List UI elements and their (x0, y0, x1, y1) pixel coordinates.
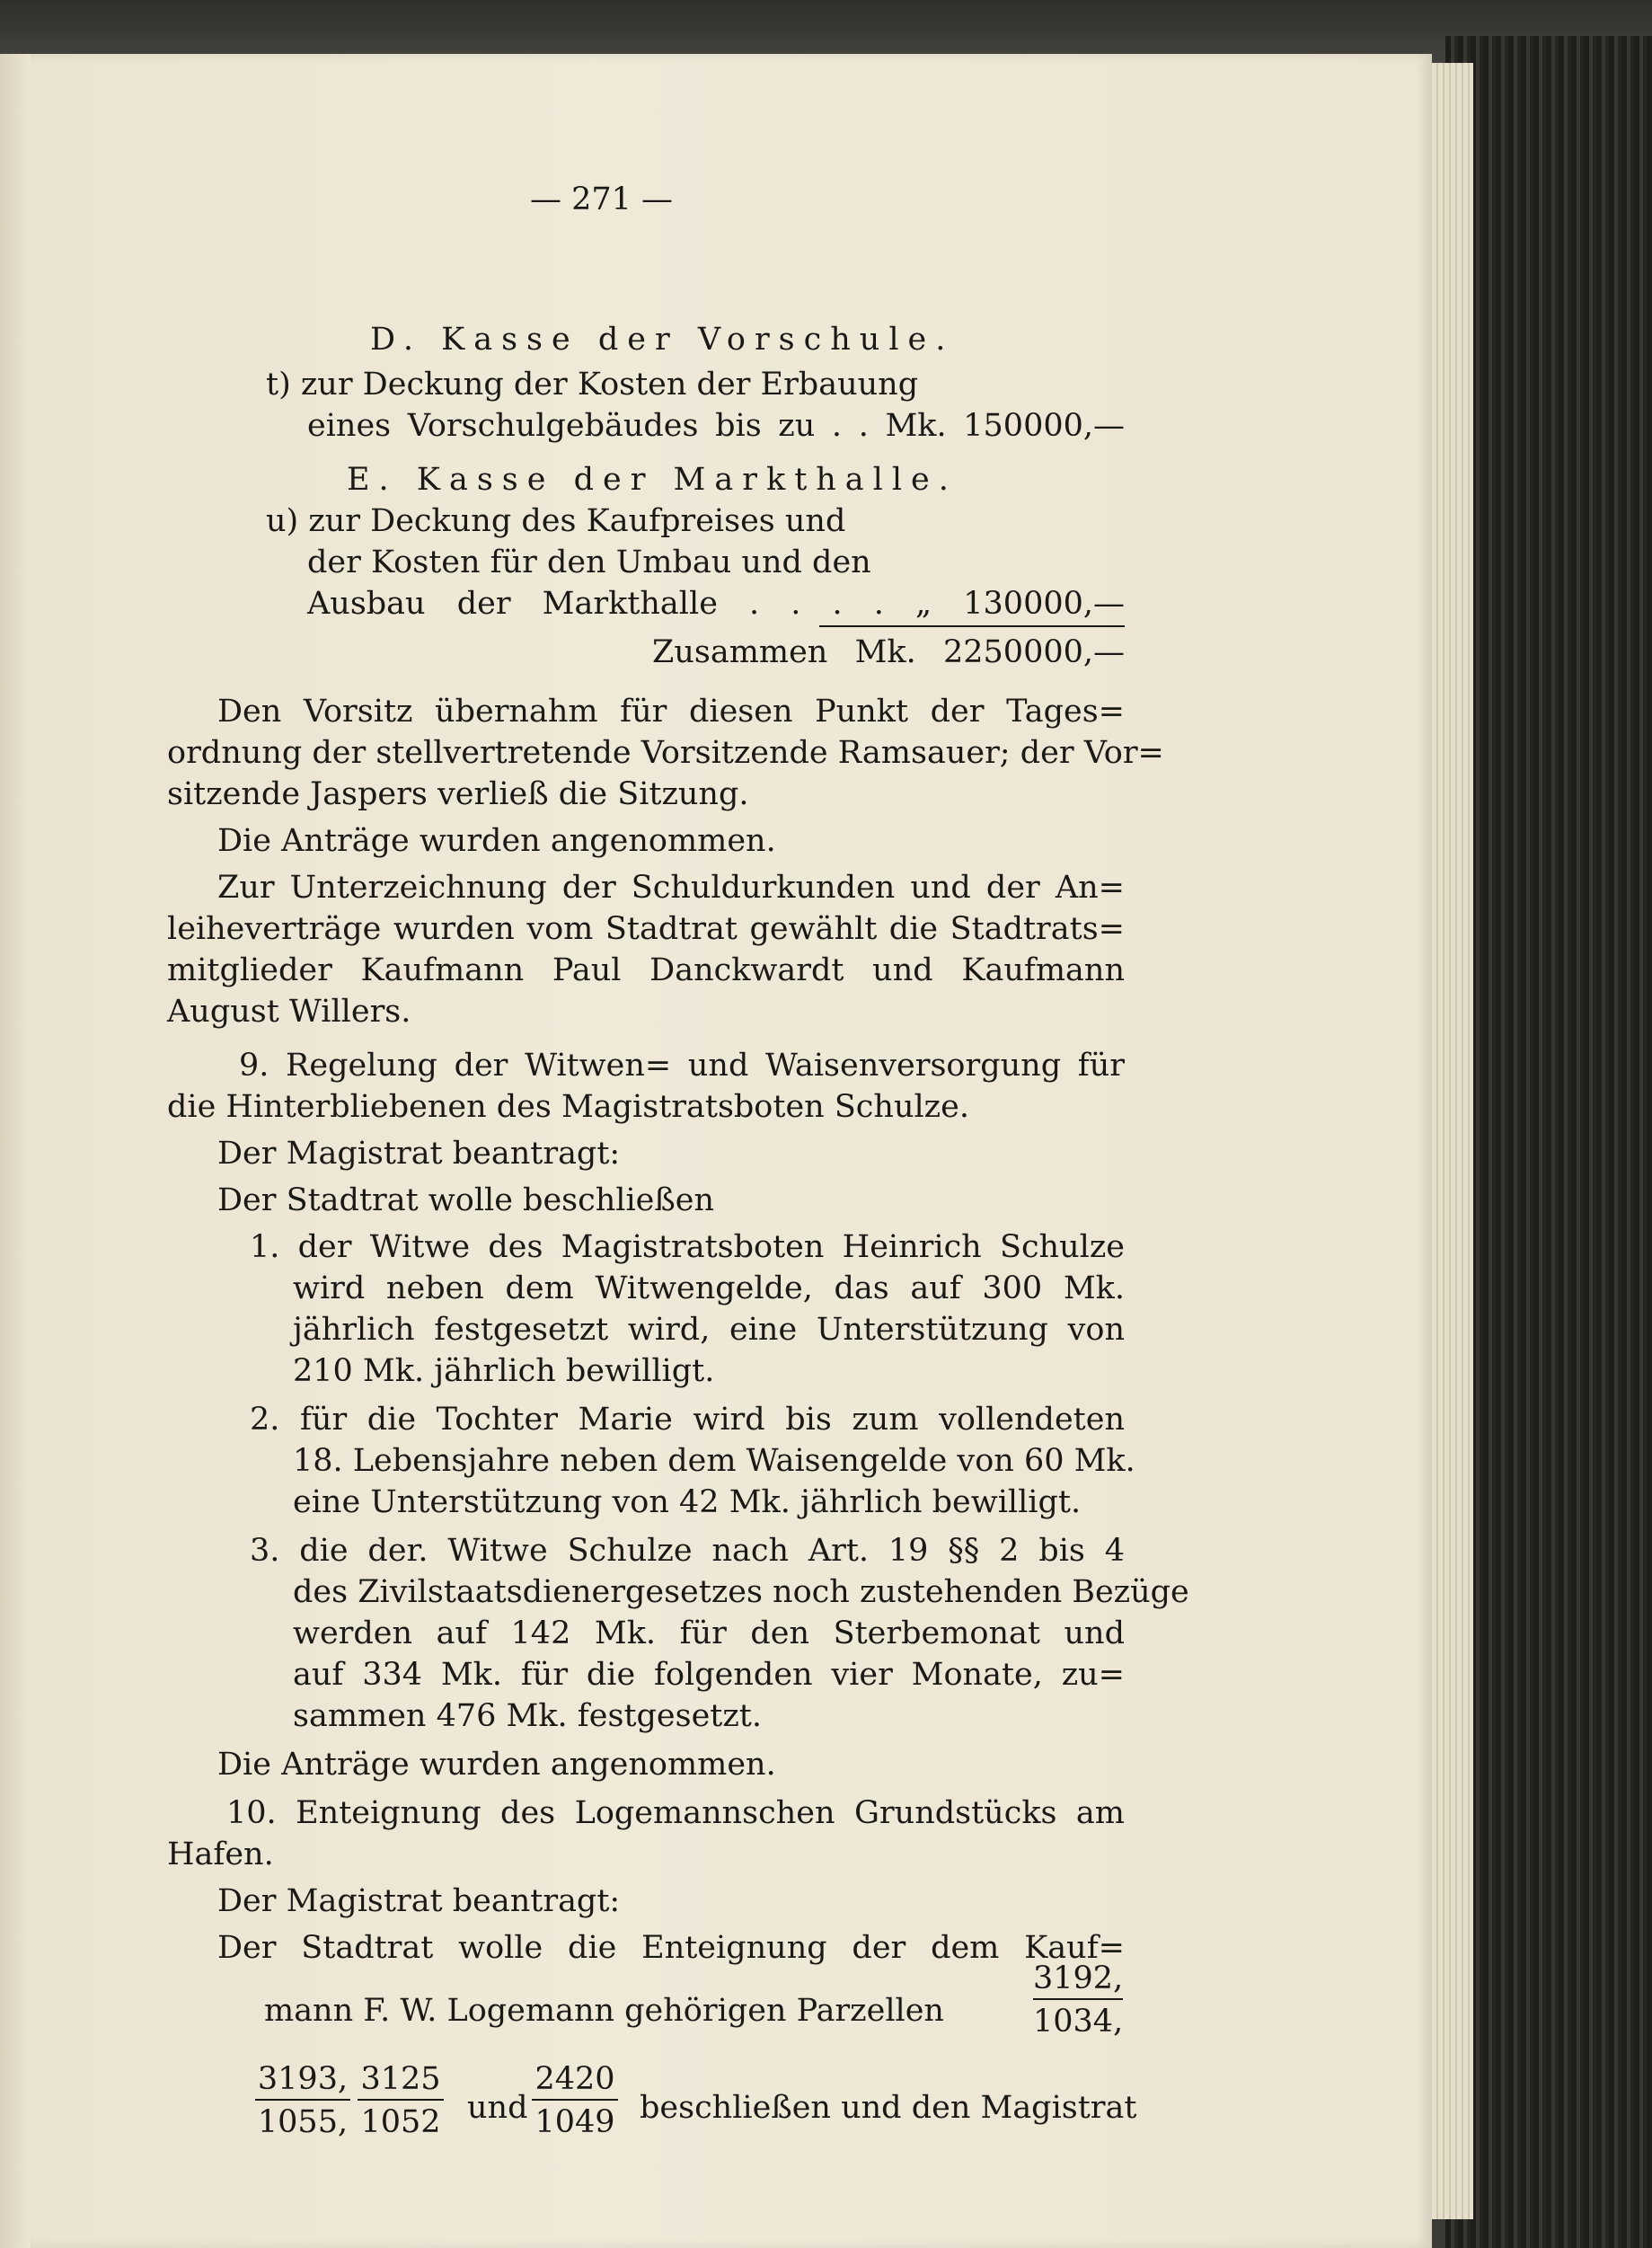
sum-rule (819, 625, 1125, 627)
list-item-3-cont: werden auf 142 Mk. für den Sterbemonat und (293, 1615, 1125, 1651)
fraction-numerator: 2420 (532, 2061, 618, 2101)
paragraph-line: mann F. W. Logemann gehörigen Parzellen (264, 1993, 944, 2029)
list-item-2: 2. für die Tochter Marie wird bis zum vollendeten (250, 1402, 1125, 1438)
book-page (31, 54, 1432, 2248)
item-t-line-1: t) zur Deckung der Kosten der Erbauung (266, 367, 919, 403)
paragraph-line: Die Anträge wurden angenommen. (217, 823, 776, 859)
paragraph-line: Die Anträge wurden angenommen. (217, 1747, 776, 1783)
fraction-numerator: 3125 (358, 2061, 444, 2101)
list-item-1-cont: jährlich festgesetzt wird, eine Unterstützung von (293, 1312, 1125, 1348)
fraction-denominator: 1034, (1033, 2004, 1124, 2040)
agenda-item-9-title: 9. Regelung der Witwen= und Waisenversorgung für (239, 1048, 1125, 1084)
list-item-2-cont: eine Unterstützung von 42 Mk. jährlich bewilligt. (293, 1484, 1082, 1520)
previous-page-edge (0, 54, 31, 2248)
section-heading-d: D. Kasse der Vorschule. (370, 322, 955, 358)
list-item-3-cont: des Zivilstaatsdienergesetzes noch zustehenden Bezüge (293, 1574, 1189, 1610)
agenda-item-10-title-cont: Hafen. (167, 1836, 274, 1872)
fraction-parcel-3 (358, 2061, 444, 2140)
fraction-parcel-1 (1033, 1960, 1123, 2040)
item-u-line-3: Ausbau der Markthalle . . . . „ 130000,— (307, 586, 1125, 622)
agenda-item-10-title: 10. Enteignung des Logemannschen Grundstücks am (226, 1795, 1125, 1831)
list-item-1: 1. der Witwe des Magistratsboten Heinrich Schulze (250, 1229, 1125, 1265)
fraction-numerator: 3192, (1033, 1960, 1123, 2000)
list-item-3: 3. die der. Witwe Schulze nach Art. 19 §§ 2 bis 4 (250, 1533, 1125, 1569)
item-u-line-2: der Kosten für den Umbau und den (307, 544, 871, 580)
paragraph-line: beschließen und den Magistrat (640, 2090, 1137, 2126)
list-item-3-cont: sammen 476 Mk. festgesetzt. (293, 1698, 762, 1734)
fraction-numerator: 3193, (255, 2061, 350, 2101)
paragraph-line: leiheverträge wurden vom Stadtrat gewählt die Stadtrats= (167, 911, 1125, 947)
paragraph-line: Zur Unterzeichnung der Schuldurkunden und der An= (217, 870, 1125, 906)
list-item-3-cont: auf 334 Mk. für die folgenden vier Monate, zu= (293, 1657, 1125, 1693)
fraction-parcel-4 (532, 2061, 618, 2140)
paragraph-line: mitglieder Kaufmann Paul Danckwardt und Kaufmann (167, 952, 1125, 988)
list-item-1-cont: wird neben dem Witwengelde, das auf 300 Mk. (293, 1270, 1125, 1306)
paragraph-line: Der Stadtrat wolle beschließen (217, 1182, 715, 1218)
conjunction-und: und (467, 2090, 528, 2126)
total-line: Zusammen Mk. 2250000,— (652, 634, 1125, 670)
item-u-line-1: u) zur Deckung des Kaufpreises und (266, 503, 846, 539)
paragraph-line: August Willers. (167, 994, 411, 1030)
fraction-denominator: 1052 (360, 2104, 441, 2140)
paragraph-line: Der Magistrat beantragt: (217, 1136, 621, 1172)
fraction-denominator: 1055, (257, 2104, 349, 2140)
paragraph-line: Der Magistrat beantragt: (217, 1883, 621, 1919)
fraction-denominator: 1049 (534, 2104, 615, 2140)
list-item-2-cont: 18. Lebensjahre neben dem Waisengelde von 60 Mk. (293, 1443, 1135, 1479)
agenda-item-9-title-cont: die Hinterbliebenen des Magistratsboten Schulze. (167, 1089, 969, 1125)
paragraph-line: sitzende Jaspers verließ die Sitzung. (167, 776, 749, 812)
section-heading-e: E. Kasse der Markthalle. (347, 462, 958, 498)
paragraph-line: Den Vorsitz übernahm für diesen Punkt der Tages= (217, 694, 1125, 730)
book-cover-edge (1445, 36, 1652, 2248)
list-item-1-cont: 210 Mk. jährlich bewilligt. (293, 1353, 715, 1389)
item-t-line-2: eines Vorschulgebäudes bis zu . . Mk. 150000,— (307, 408, 1125, 444)
page-number: — 271 — (530, 181, 674, 217)
paragraph-line: ordnung der stellvertretende Vorsitzende Ramsauer; der Vor= (167, 735, 1164, 771)
fraction-parcel-2 (255, 2061, 350, 2140)
paragraph-line: Der Stadtrat wolle die Enteignung der dem Kauf= (217, 1930, 1125, 1966)
